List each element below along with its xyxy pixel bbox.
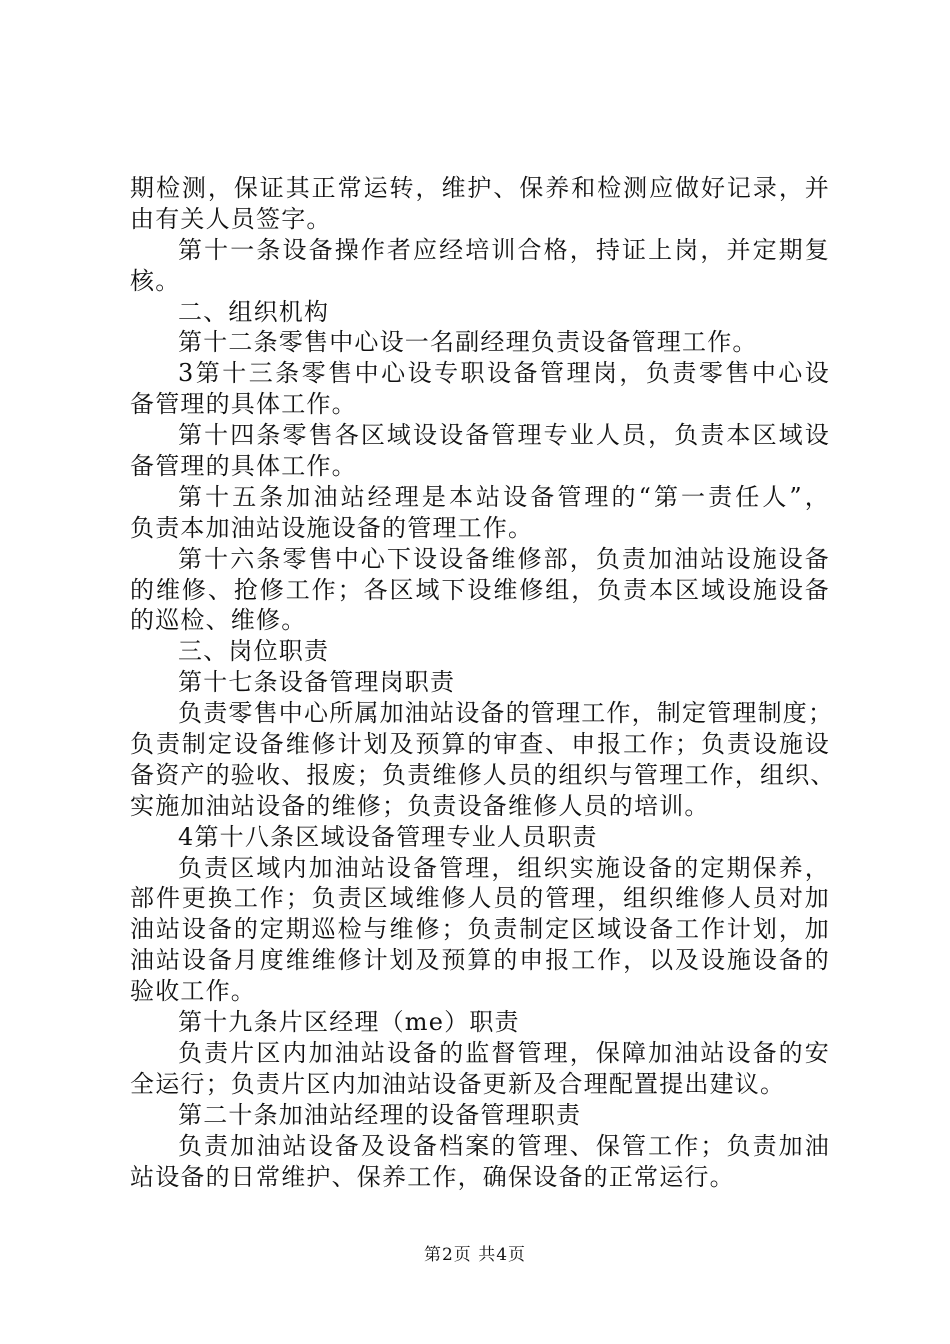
text-line: 全运行；负责片区内加油站设备更新及合理配置提出建议。 [130,1069,786,1098]
document-body [130,173,836,1192]
article-heading: 第十七条设备管理岗职责 [178,668,456,697]
text-line: 的维修、抢修工作；各区域下设维修组，负责本区域设施设备 [130,575,830,604]
page-number-footer: 第2页 共4页 [423,1245,527,1265]
text-line: 部件更换工作；负责区域维修人员的管理，组织维修人员对加 [130,884,830,913]
text-line: 核。 [130,266,181,295]
text-line: 第十五条加油站经理是本站设备管理的“第一责任人”， [178,482,830,511]
text-line: 备管理的具体工作。 [130,390,357,419]
text-line: 第十六条零售中心下设设备维修部，负责加油站设施设备 [178,544,830,573]
text-line: 负责片区内加油站设备的监督管理，保障加油站设备的安 [178,1038,830,1067]
text-line: 第十一条设备操作者应经培训合格，持证上岗，并定期复 [178,235,830,264]
text-line: 负责本加油站设施设备的管理工作。 [130,513,534,542]
text-line: 备管理的具体工作。 [130,452,357,481]
text-line: 第十四条零售各区域设设备管理专业人员，负责本区域设 [178,421,830,450]
article-heading: 4第十八条区域设备管理专业人员职责 [178,822,598,851]
text-line: 油站设备的定期巡检与维修；负责制定区域设备工作计划，加 [130,915,830,944]
article-heading: 第二十条加油站经理的设备管理职责 [178,1100,582,1129]
section-heading: 二、组织机构 [178,297,330,326]
text-line: 的巡检、维修。 [130,606,307,635]
text-line: 验收工作。 [130,977,256,1006]
text-line: 油站设备月度维维修计划及预算的申报工作，以及设施设备的 [130,946,830,975]
article-heading: 第十九条片区经理（me）职责 [178,1008,520,1037]
section-heading: 三、岗位职责 [178,637,330,666]
text-line: 3第十三条零售中心设专职设备管理岗，负责零售中心设 [178,359,830,388]
text-line: 期检测，保证其正常运转，维护、保养和检测应做好记录，并 [130,174,830,202]
text-line: 由有关人员签字。 [130,204,332,233]
text-line: 负责零售中心所属加油站设备的管理工作，制定管理制度； [178,699,834,728]
text-line: 负责区域内加油站设备管理，组织实施设备的定期保养， [178,853,830,882]
text-line: 第十二条零售中心设一名副经理负责设备管理工作。 [178,328,758,357]
text-line: 站设备的日常维护、保养工作，确保设备的正常运行。 [130,1162,735,1191]
text-line: 负责加油站设备及设备档案的管理、保管工作；负责加油 [178,1131,830,1160]
text-line: 实施加油站设备的维修；负责设备维修人员的培训。 [130,791,710,820]
text-line: 备资产的验收、报废；负责维修人员的组织与管理工作，组织、 [130,760,836,789]
text-line: 负责制定设备维修计划及预算的审查、申报工作；负责设施设 [130,730,830,759]
